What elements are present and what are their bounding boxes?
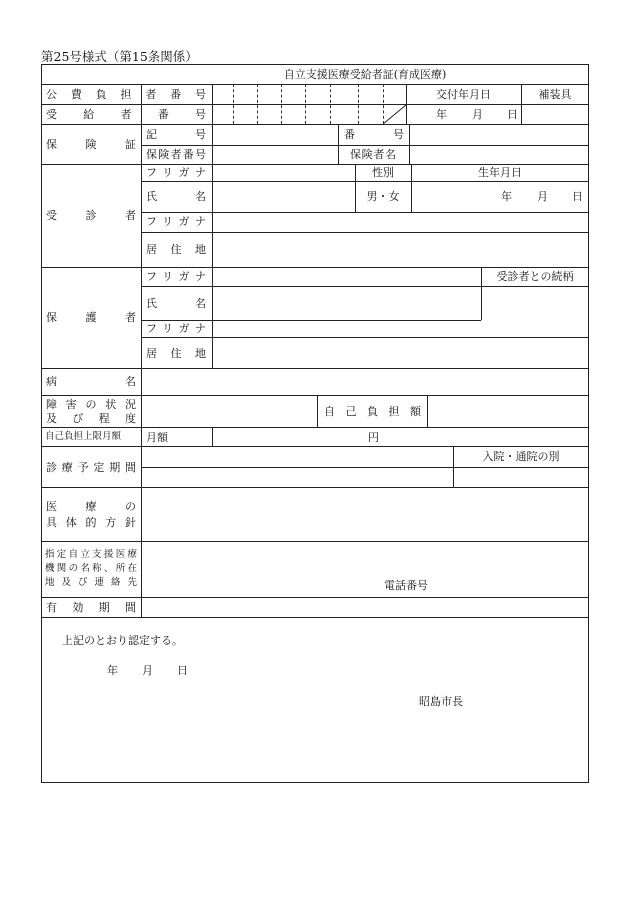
grid-line: [141, 337, 589, 338]
label-jogen: 自己負担上限月額: [45, 431, 122, 442]
diagonal-slash: [383, 104, 407, 125]
label-jushinsha-kyojuchi: 居住地: [146, 243, 206, 256]
label-shogai-line2: 及び程度: [46, 412, 136, 425]
label-yuko-kikan: 有効期間: [46, 601, 136, 614]
label-hogosha-furigana: フリガナ: [146, 270, 206, 283]
grid-line: [212, 164, 213, 268]
grid-line: [41, 617, 589, 618]
label-hogosha: 保護者: [46, 311, 136, 324]
mayor-signature: 昭島市長: [419, 695, 463, 708]
label-kigou: 記号: [146, 128, 206, 141]
grid-line: [317, 395, 318, 427]
grid-line: [338, 124, 339, 164]
grid-line: [141, 84, 142, 617]
grid-line: [41, 487, 589, 488]
grid-line: [41, 597, 589, 598]
label-hokensha-bangou: 保険者番号: [146, 148, 206, 161]
label-jushinsha-furigana-2: フリガナ: [146, 215, 206, 228]
label-getsugaku: 月額: [146, 431, 168, 444]
digit-divider: [257, 84, 258, 124]
cert-month-label: 月: [142, 664, 153, 677]
label-jushinsha-shimei: 氏名: [146, 190, 206, 203]
grid-line: [141, 286, 589, 287]
birth-day-label: 日: [572, 190, 583, 203]
grid-line: [141, 320, 481, 321]
grid-line: [141, 212, 589, 213]
label-byomei: 病名: [46, 375, 136, 388]
birth-month-label: 月: [537, 190, 548, 203]
label-hokensha-mei: 保険者名: [350, 148, 396, 161]
label-hosougu: 補装具: [538, 88, 572, 101]
label-shogai-line1: 障害の状況: [46, 398, 136, 411]
label-jiko-futan: 自己負担額: [324, 405, 421, 418]
issue-year-label: 年: [436, 108, 447, 121]
digit-divider: [330, 84, 331, 124]
grid-line: [141, 232, 589, 233]
grid-line: [212, 124, 213, 164]
label-jushinsha: 受診者: [46, 209, 136, 222]
grid-line: [141, 145, 589, 146]
digit-divider: [281, 84, 282, 124]
certification-text: 上記のとおり認定する。: [62, 634, 183, 647]
grid-line: [41, 124, 589, 125]
digit-divider: [358, 84, 359, 124]
label-seibetsu: 性別: [372, 166, 394, 179]
label-issue-date: 交付年月日: [436, 88, 491, 101]
grid-line: [141, 467, 589, 468]
label-nyuin-tsuin: 入院・通院の別: [482, 450, 560, 463]
label-hogosha-furigana-2: フリガナ: [146, 322, 206, 335]
label-jukyu-number: 受給者番号: [46, 108, 206, 121]
grid-line: [141, 181, 589, 182]
cert-day-label: 日: [177, 664, 188, 677]
digit-divider: [305, 84, 306, 124]
grid-line: [41, 84, 589, 85]
label-iryo-line2: 具体的方針: [46, 516, 136, 529]
birth-year-label: 年: [501, 190, 512, 203]
label-denwa: 電話番号: [384, 579, 428, 592]
grid-line: [41, 267, 589, 268]
grid-line: [212, 84, 213, 124]
label-zokugara: 受診者との続柄: [496, 270, 574, 283]
grid-line: [41, 446, 589, 447]
grid-line: [41, 368, 589, 369]
grid-line: [409, 124, 410, 164]
form-title: 自立支援医療受給者証(育成医療): [283, 68, 447, 81]
label-jushinsha-furigana: フリガナ: [146, 166, 206, 179]
grid-line: [212, 267, 213, 368]
label-bangou: 番号: [344, 128, 404, 141]
label-shitei-line2: 機関の名称、所在: [45, 563, 137, 574]
digit-divider: [233, 84, 234, 124]
issue-month-label: 月: [472, 108, 483, 121]
label-shinryo-kikan: 診療予定期間: [46, 461, 136, 474]
grid-line: [41, 541, 589, 542]
grid-line: [41, 395, 589, 396]
grid-line: [41, 427, 589, 428]
label-hogosha-kyojuchi: 居住地: [146, 347, 206, 360]
gender-options: 男・女: [366, 190, 400, 203]
label-hokensho: 保険証: [46, 138, 136, 151]
grid-line: [427, 395, 428, 427]
cert-year-label: 年: [107, 664, 118, 677]
label-seinengappi: 生年月日: [478, 166, 522, 179]
form-number: 第25号様式（第15条関係）: [41, 49, 198, 64]
label-shitei-line3: 地及び連絡先: [45, 577, 137, 588]
grid-line: [41, 164, 589, 165]
grid-line: [212, 427, 213, 446]
issue-day-label: 日: [507, 108, 518, 121]
label-yen: 円: [368, 431, 379, 444]
grid-line: [41, 104, 589, 105]
label-kouhi-number: 公費負担者番号: [46, 88, 206, 101]
label-hogosha-shimei: 氏名: [146, 297, 206, 310]
label-iryo-line1: 医療の: [46, 500, 136, 513]
label-shitei-line1: 指定自立支援医療: [45, 549, 137, 560]
